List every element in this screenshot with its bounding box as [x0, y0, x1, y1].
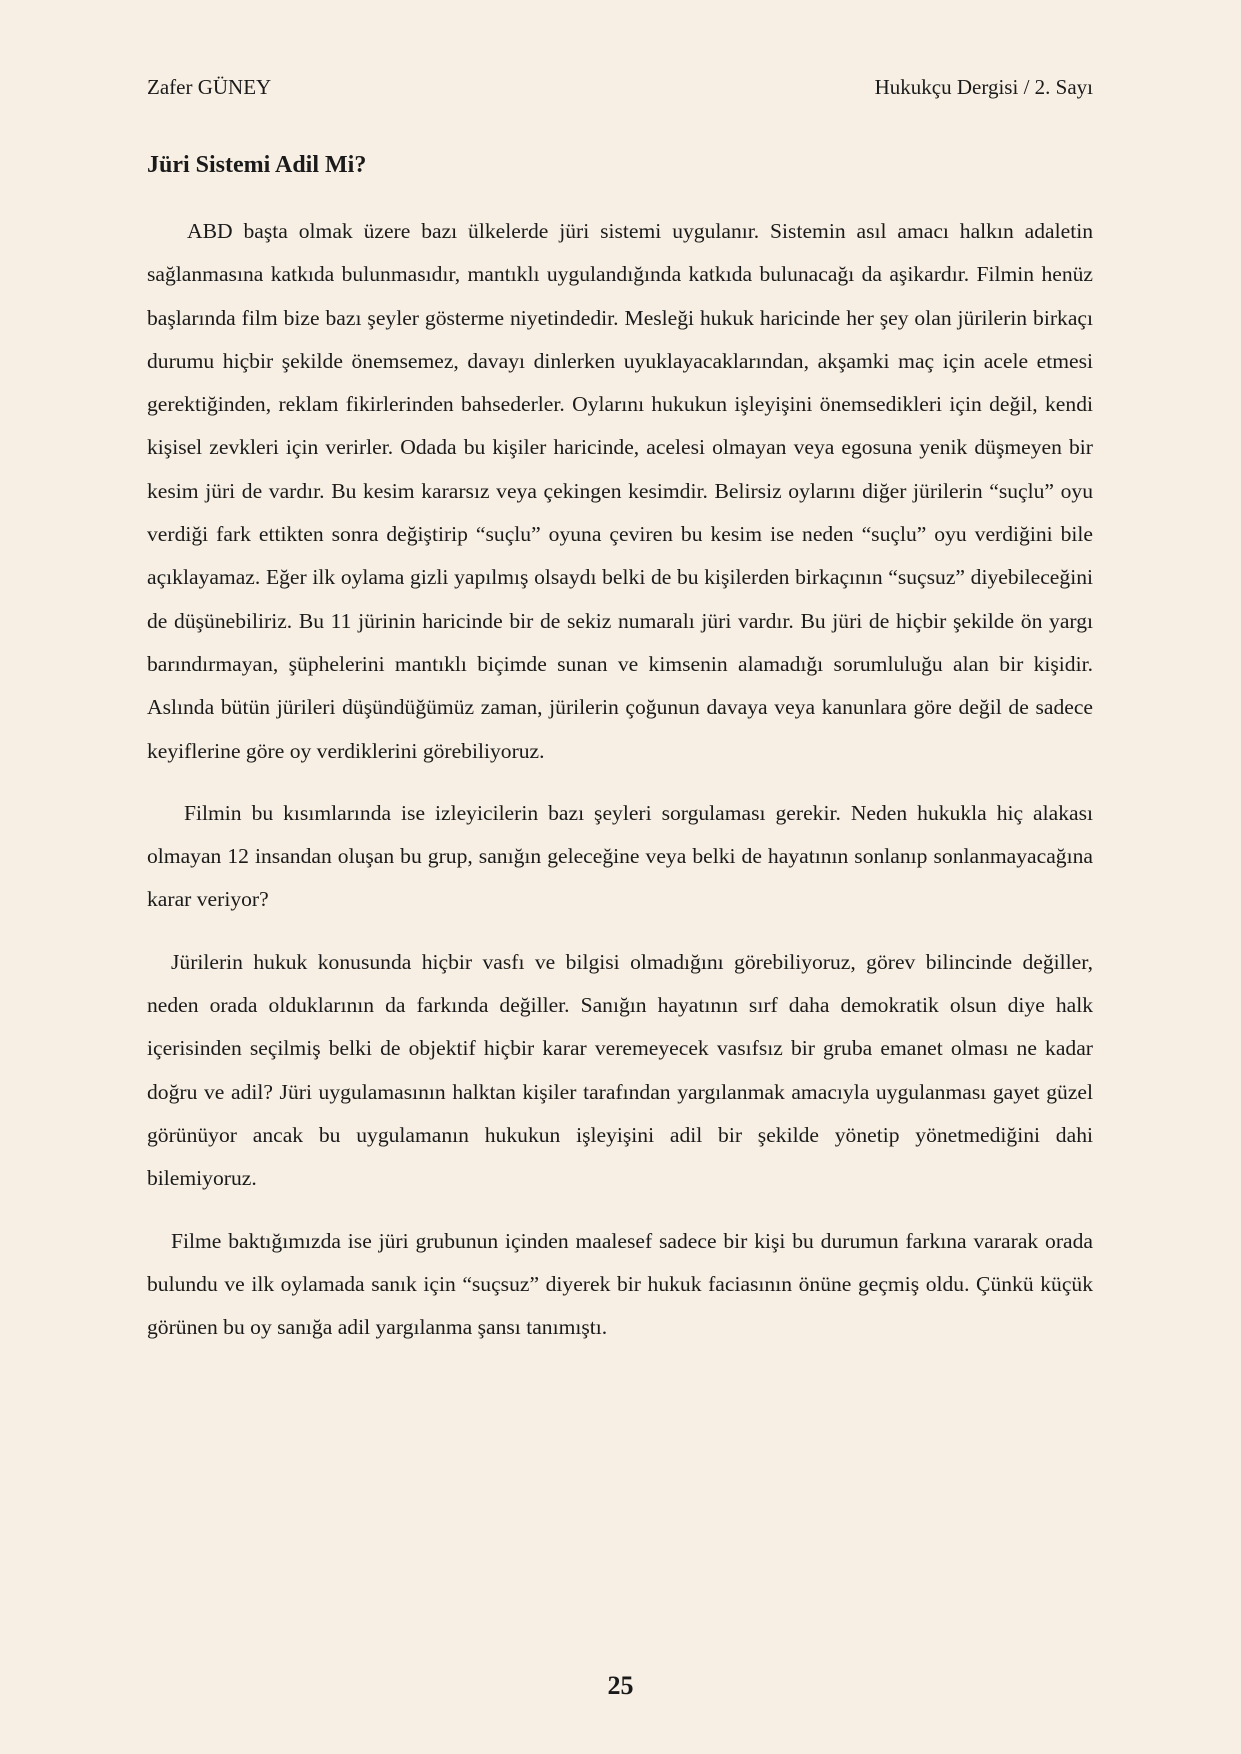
header-author: Zafer GÜNEY: [147, 75, 272, 99]
paragraph-2: Filmin bu kısımlarında ise izleyicilerin bazı şeyleri sorgulaması gerekir. Neden hukukla hiç alakası olmayan 12 insandan oluşan bu grup, sanığın geleceğine veya belki de hayatının sonlanıp sonlanmayacağına karar veriyor?: [147, 800, 1093, 912]
page-number: 25: [607, 1671, 634, 1700]
article-body: [147, 210, 1093, 1349]
article-title: Jüri Sistemi Adil Mi?: [147, 152, 367, 178]
header-journal: Hukukçu Dergisi / 2. Sayı: [874, 75, 1093, 99]
paragraph-3: Jürilerin hukuk konusunda hiçbir vasfı ve bilgisi olmadığını görebiliyoruz, görev bilincinde değiller, neden orada olduklarının da farkında değiller. Sanığın hayatının sırf daha demokratik olsun diye halk içerisinden seçilmiş belki de objektif hiçbir karar veremeyecek vasıfsız bir gruba emanet olması ne kadar doğru ve adil? Jüri uygulamasının halktan kişiler tarafından yargılanmak amacıyla uygulanması gayet güzel görünüyor ancak bu uygulamanın hukukun işleyişini adil bir şekilde yönetip yönetmediğini dahi bilemiyoruz.: [147, 949, 1093, 1191]
page-header: [147, 72, 1093, 102]
paragraph-4: Filme baktığımızda ise jüri grubunun içinden maalesef sadece bir kişi bu durumun farkına vararak orada bulundu ve ilk oylamada sanık için “suçsuz” diyerek bir hukuk faciasının önüne geçmiş oldu. Çünkü küçük görünen bu oy sanığa adil yargılanma şansı tanımıştı.: [147, 1228, 1093, 1340]
paragraph-1: ABD başta olmak üzere bazı ülkelerde jüri sistemi uygulanır. Sistemin asıl amacı halkın adaletin sağlanmasına katkıda bulunmasıdır, mantıklı uygulandığında katkıda bulunacağı da aşikardır. Filmin henüz başlarında film bize bazı şeyler gösterme niyetindedir. Mesleği hukuk haricinde her şey olan jürilerin birkaçı durumu hiçbir şekilde önemsemez, davayı dinlerken uyuklayacaklarından, akşamki maç için acele etmesi gerektiğinden, reklam fikirlerinden bahsederler. Oylarını hukukun işleyişini önemsedikleri için değil, kendi kişisel zevkleri için verirler. Odada bu kişiler haricinde, acelesi olmayan veya egosuna yenik düşmeyen bir kesim jüri de vardır. Bu kesim kararsız veya çekingen kesimdir. Belirsiz oylarını diğer jürilerin “suçlu” oyu verdiği fark ettikten sonra değiştirip “suçlu” oyuna çeviren bu kesim ise neden “suçlu” oyu verdiğini bile açıklayamaz. Eğer ilk oylama gizli yapılmış olsaydı belki de bu kişilerden birkaçının “suçsuz” diyebileceğini de düşünebiliriz. Bu 11 jürinin haricinde bir de sekiz numaralı jüri vardır. Bu jüri de hiçbir şekilde ön yargı barındırmayan, şüphelerini mantıklı biçimde sunan ve kimsenin alamadığı sorumluluğu alan bir kişidir. Aslında bütün jürileri düşündüğümüz zaman, jürilerin çoğunun davaya veya kanunlara göre değil de sadece keyiflerine göre oy verdiklerini görebiliyoruz.: [147, 219, 1093, 763]
